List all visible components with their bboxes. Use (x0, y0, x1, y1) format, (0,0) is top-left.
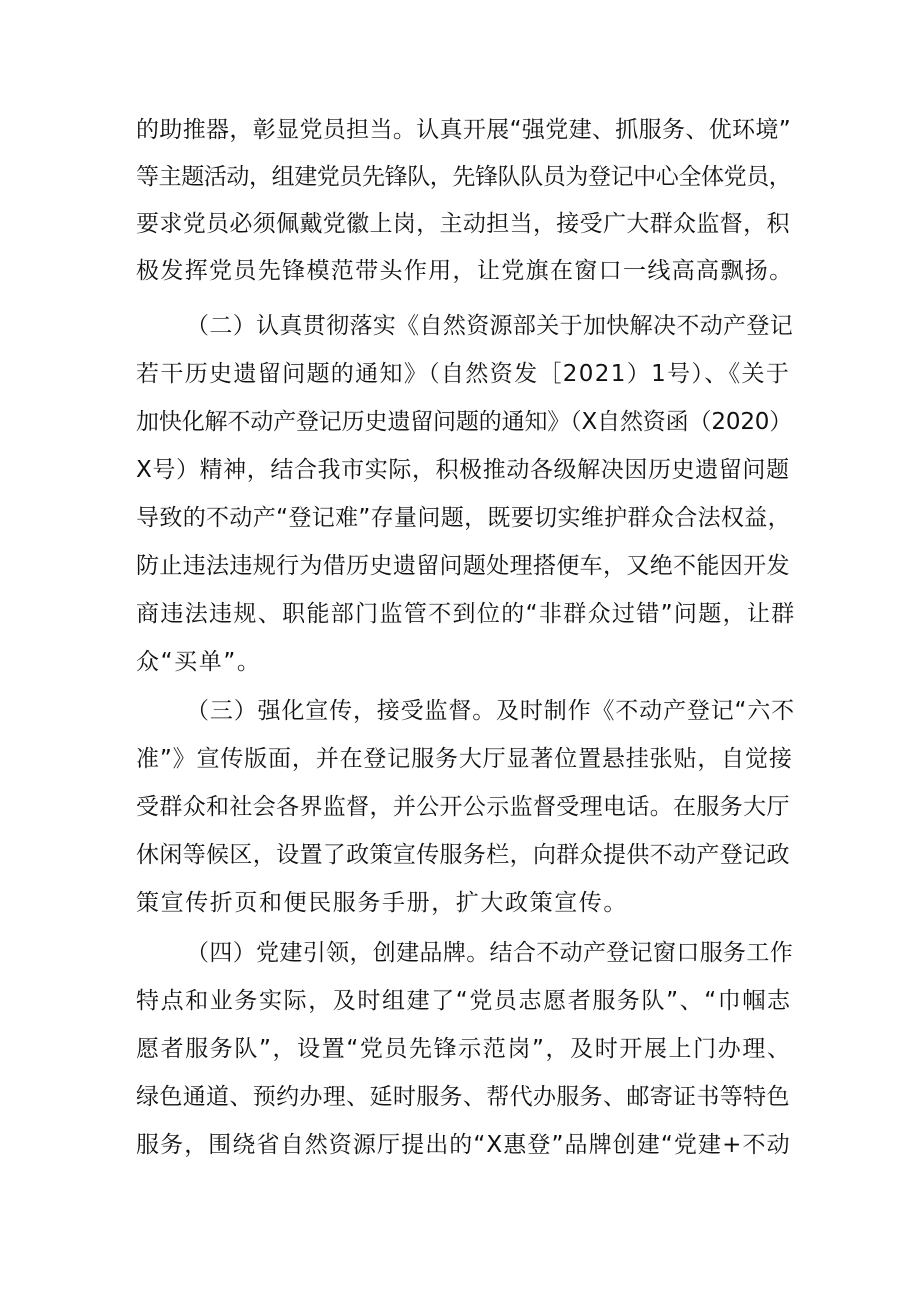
paragraph-line: 愿者服务队”，设置“党员先锋示范岗”，及时开展上门办理、 (136, 1036, 792, 1062)
paragraph-line: 的助推器，彰显党员担当。认真开展“强党建、抓服务、优环境” (136, 117, 791, 143)
paragraph-line: 特点和业务实际，及时组建了“党员志愿者服务队”、“巾帼志 (136, 988, 792, 1014)
paragraph-line: 策宣传折页和便民服务手册，扩大政策宣传。 (136, 890, 628, 916)
paragraph-line: 绿色通道、预约办理、延时服务、帮代办服务、邮寄证书等特色 (136, 1084, 790, 1110)
paragraph-line: X号）精神，结合我市实际，积极推动各级解决因历史遗留问题 (136, 457, 790, 483)
paragraph-line: 服务，围绕省自然资源厅提出的“X惠登”品牌创建“党建+不动 (136, 1132, 791, 1158)
paragraph-line: 受群众和社会各界监督，并公开公示监督受理电话。在服务大厅 (136, 794, 790, 820)
paragraph-line: 休闲等候区，设置了政策宣传服务栏，向群众提供不动产登记政 (136, 842, 790, 868)
paragraph-line: 等主题活动，组建党员先锋队，先锋队队员为登记中心全体党员， (136, 164, 792, 190)
paragraph-line: 商违法违规、职能部门监管不到位的“非群众过错”问题，让群 (136, 601, 796, 627)
paragraph-line: 极发挥党员先锋模范带头作用，让党旗在窗口一线高高飘扬。 (136, 258, 794, 284)
paragraph-line: 若干历史遗留问题的通知》（自然资发［2021）1号）、《关于 (136, 361, 791, 387)
paragraph-line: 防止违法违规行为借历史遗留问题处理搭便车，又绝不能因开发 (136, 553, 790, 579)
paragraph-line: （三）强化宣传，接受监督。及时制作《不动产登记“六不 (186, 698, 796, 724)
paragraph-line: 要求党员必须佩戴党徽上岗，主动担当，接受广大群众监督，积 (136, 211, 790, 237)
paragraph-line: 准”》宣传版面，并在登记服务大厅显著位置悬挂张贴，自觉接 (136, 746, 793, 772)
paragraph-line: 加快化解不动产登记历史遗留问题的通知》（X自然资函（2020） (136, 409, 793, 435)
paragraph-line: （四）党建引领，创建品牌。结合不动产登记窗口服务工作 (186, 940, 794, 966)
paragraph-line: 导致的不动产“登记难”存量问题，既要切实维护群众合法权益， (136, 505, 791, 531)
paragraph-line: 众“买单”。 (136, 649, 262, 675)
paragraph-line: （二）认真贯彻落实《自然资源部关于加快解决不动产登记 (186, 313, 794, 339)
